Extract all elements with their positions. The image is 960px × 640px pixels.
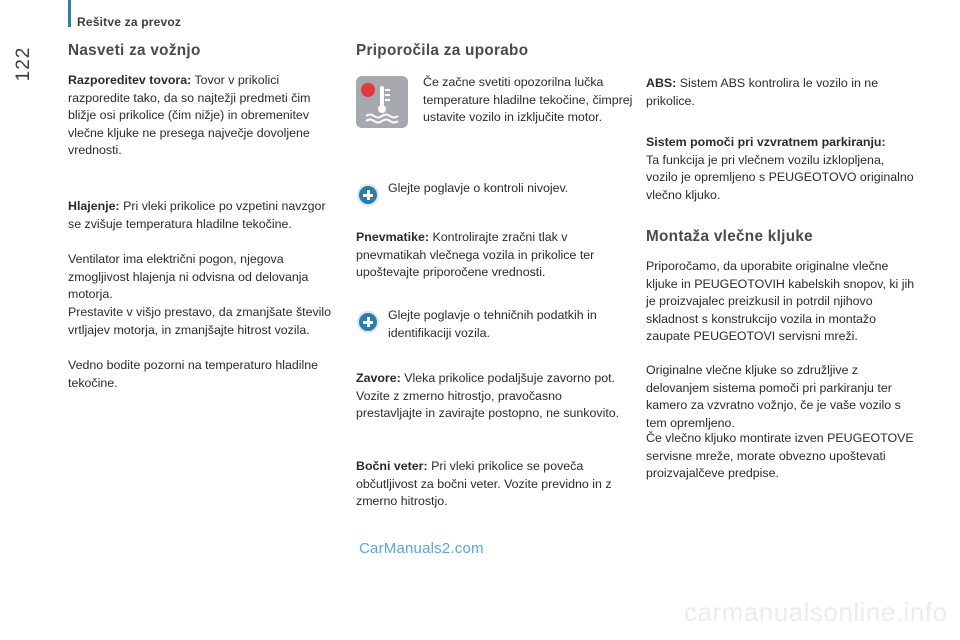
paragraph-towbar-outside-network: Če vlečno kljuko montirate izven PEUGEOTOVE servisne mreže, morate obvezno upoštevati proizvajalčeve predpise. bbox=[646, 431, 914, 481]
paragraph-temperature: Vedno bodite pozorni na temperaturo hladilne tekočine. bbox=[68, 358, 319, 390]
label-parking-assist: Sistem pomoči pri vzvratnem parkiranju: bbox=[646, 135, 886, 149]
text-tyres: Kontrolirajte zračni tlak v pnevmatikah vlečnega vozila in prikolice ter upoštevajte priporočene vrednosti. bbox=[356, 230, 595, 280]
paragraph-cooling bbox=[68, 198, 340, 233]
watermark-carmanuals2: CarManuals2.com bbox=[359, 540, 484, 557]
text-parking-assist: Ta funkcija je pri vlečnem vozilu izklopljena, vozilo je opremljeno s PEUGEOTOVO originalno vlečno kljuko. bbox=[646, 152, 914, 202]
text-cooling: Pri vleki prikolice po vzpetini navzgor se zvišuje temperatura hladilne tekočine. bbox=[68, 199, 326, 231]
paragraph-gear: Prestavite v višjo prestavo, da zmanjšate število vrtljajev motorja, in zmanjšajte hitrost vozila. bbox=[68, 305, 332, 337]
page-number: 122 bbox=[13, 46, 35, 82]
note-fluid-levels: Glejte poglavje o kontroli nivojev. bbox=[388, 181, 569, 195]
text-load-distribution: Tovor v prikolici razporedite tako, da so najtežji predmeti čim bližje osi prikolice (čim nižje) in obremenitev vlečne kljuke ne presega največje dovoljene vrednosti. bbox=[68, 73, 311, 158]
paragraph-brakes bbox=[356, 370, 628, 423]
label-brakes: Zavore: bbox=[356, 371, 401, 385]
paragraph-load-distribution bbox=[68, 72, 340, 160]
label-abs: ABS: bbox=[646, 76, 677, 90]
plus-info-icon bbox=[357, 311, 379, 333]
warning-text-coolant: Če začne svetiti opozorilna lučka temperature hladilne tekočine, čimprej ustavite vozilo in izključite motor. bbox=[423, 75, 633, 125]
paragraph-fan: Ventilator ima električni pogon, njegova zmogljivost hlajenja ni odvisna od delovanja motorja. bbox=[68, 252, 309, 302]
paragraph-side-wind bbox=[356, 458, 628, 511]
paragraph-tyres bbox=[356, 229, 628, 282]
paragraph-abs bbox=[646, 75, 918, 110]
heading-towbar-fitting: Montaža vlečne kljuke bbox=[646, 228, 813, 245]
section-title: Rešitve za prevoz bbox=[77, 15, 182, 29]
paragraph-parking-assist bbox=[646, 134, 918, 204]
label-tyres: Pnevmatike: bbox=[356, 230, 430, 244]
paragraph-towbar-compatibility: Originalne vlečne kljuke so združljive z delovanjem sistema pomoči pri parkiranju ter kamero za vzvratno vožnjo, če je vaše vozilo s tem opremljeno. bbox=[646, 363, 901, 430]
label-cooling: Hlajenje: bbox=[68, 199, 120, 213]
text-brakes: Vleka prikolice podaljšuje zavorno pot. Vozite z zmerno hitrostjo, pravočasno prestavljajte in zavirajte postopno, ne sunkovito. bbox=[356, 371, 620, 421]
note-technical-data: Glejte poglavje o tehničnih podatkih in identifikaciji vozila. bbox=[388, 308, 597, 340]
paragraph-towbar-recommendation: Priporočamo, da uporabite originalne vlečne kljuke in PEUGEOTOVIH kabelskih snopov, ki jih je proizvajalec preizkusil in potrdil njihovo skladnost s konstrukcijo vozila in montažo zaupate PEUGEOTOVI servisni mreži. bbox=[646, 259, 915, 344]
watermark-carmanualsonline: carmanualsonline.info bbox=[684, 597, 948, 627]
coolant-temperature-warning-icon bbox=[356, 76, 408, 128]
text-abs: Sistem ABS kontrolira le vozilo in ne prikolice. bbox=[646, 76, 879, 108]
plus-info-icon bbox=[357, 184, 379, 206]
label-side-wind: Bočni veter: bbox=[356, 459, 428, 473]
heading-usage-recommendations: Priporočila za uporabo bbox=[356, 42, 529, 59]
label-load-distribution: Razporeditev tovora: bbox=[68, 73, 192, 87]
heading-driving-advice: Nasveti za vožnjo bbox=[68, 42, 201, 59]
text-side-wind: Pri vleki prikolice se poveča občutljivost za bočni veter. Vozite previdno in z zmerno hitrostjo. bbox=[356, 459, 612, 509]
section-edge-bar bbox=[68, 0, 71, 27]
